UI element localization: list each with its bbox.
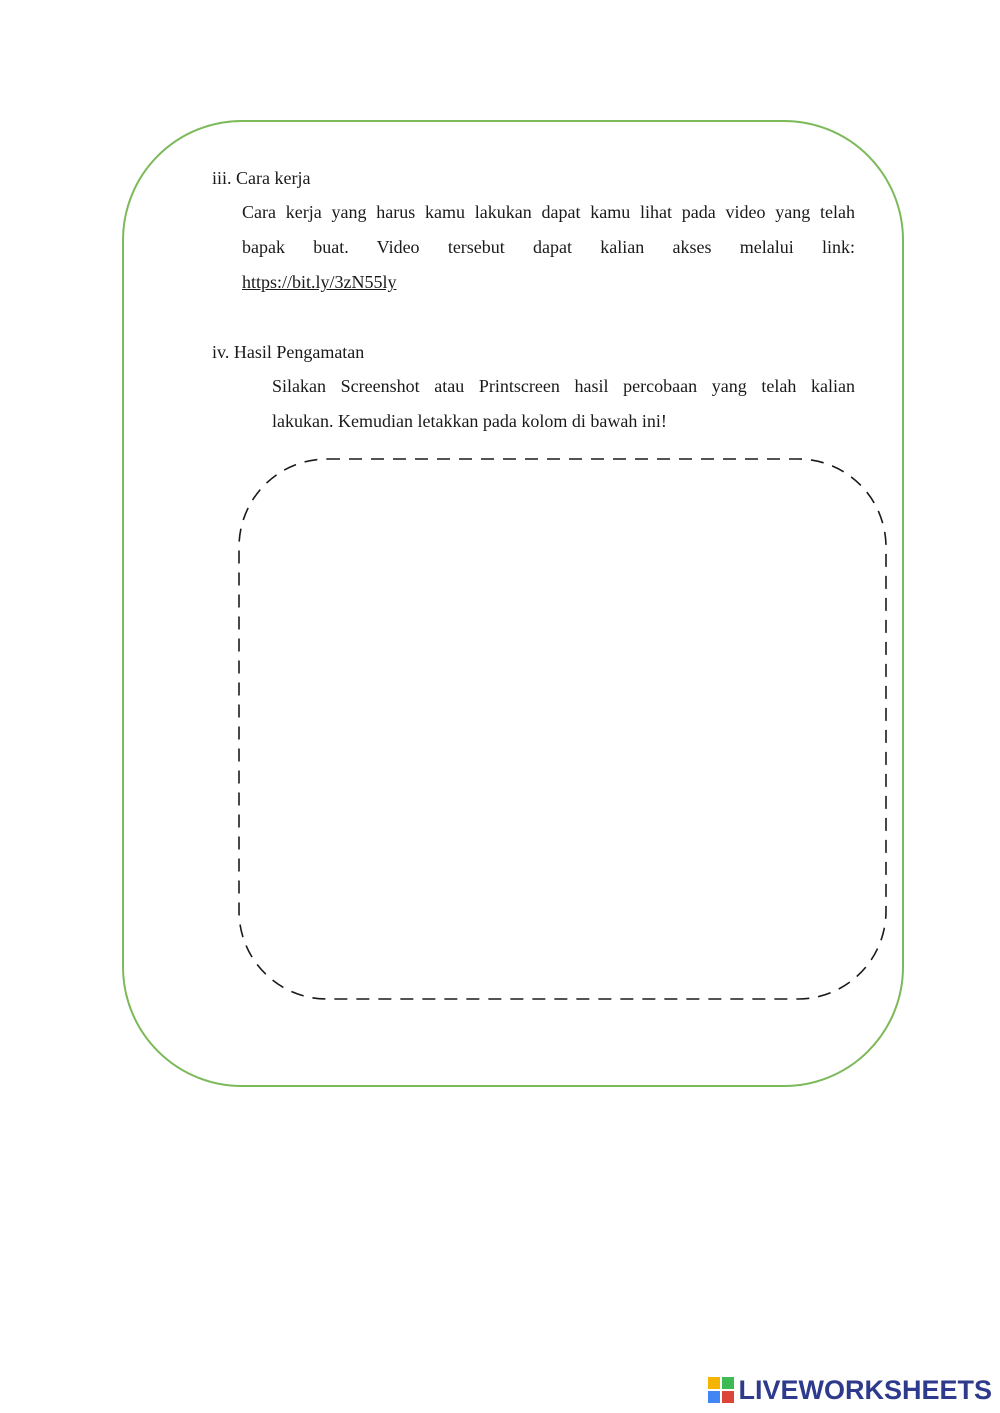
section-iii-line-1: Cara kerja yang harus kamu lakukan dapat kamu lihat pada video yang telah <box>242 202 855 222</box>
screenshot-drop-area[interactable] <box>238 458 887 1000</box>
video-link[interactable]: https://bit.ly/3zN55ly <box>242 272 397 292</box>
brand-text: LIVEWORKSHEETS <box>738 1375 992 1405</box>
section-iv-paragraph <box>272 369 855 439</box>
dashed-border <box>239 459 886 999</box>
liveworksheets-logo-icon <box>708 1377 734 1403</box>
section-iii-heading: iii. Cara kerja <box>212 168 311 188</box>
section-iv-line-2: lakukan. Kemudian letakkan pada kolom di bawah ini! <box>272 411 667 431</box>
section-iv-heading: iv. Hasil Pengamatan <box>212 342 365 362</box>
section-iii-paragraph <box>242 195 855 300</box>
liveworksheets-brand <box>708 1375 992 1405</box>
section-iii-line-2: bapak buat. Video tersebut dapat kalian akses melalui link: <box>242 237 855 257</box>
section-iv-line-1: Silakan Screenshot atau Printscreen hasil percobaan yang telah kalian <box>272 376 855 396</box>
